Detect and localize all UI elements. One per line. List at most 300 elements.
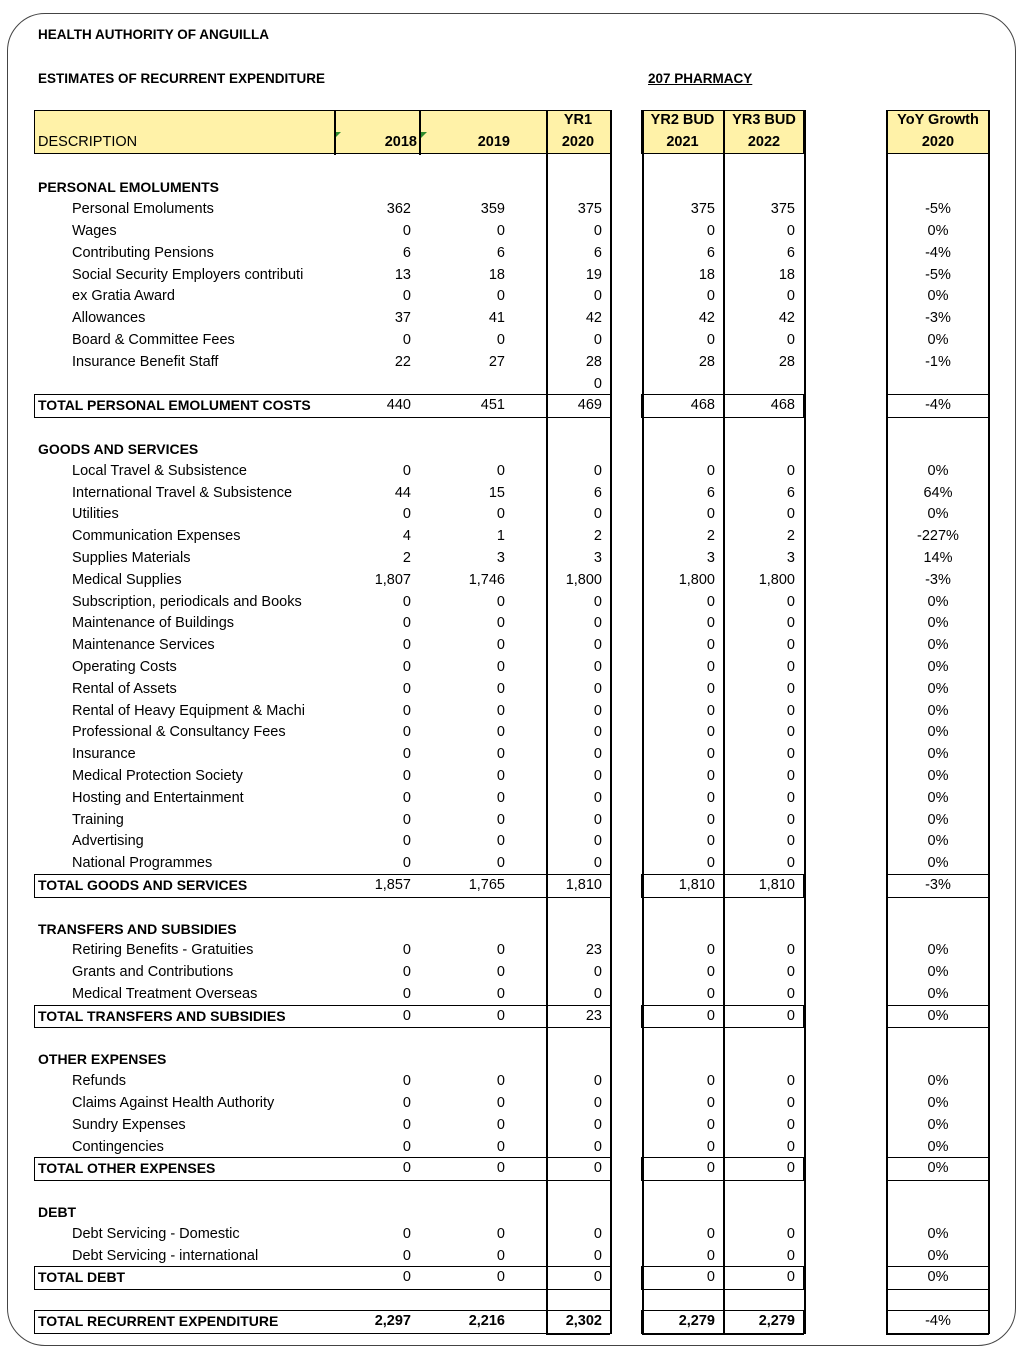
- value-cell: 0: [786, 593, 795, 610]
- line-item-label: Utilities: [72, 506, 119, 523]
- value-cell: 0%: [927, 746, 949, 763]
- value-cell: 0: [786, 767, 795, 784]
- value-cell: 6: [786, 484, 795, 501]
- value-cell: 0: [496, 964, 505, 981]
- value-cell: 0%: [927, 964, 949, 981]
- value-cell: 0: [786, 1007, 795, 1024]
- value-cell: 0: [496, 1094, 505, 1111]
- value-cell: 15: [488, 484, 505, 501]
- section-heading: GOODS AND SERVICES: [38, 440, 199, 457]
- value-cell: 0: [496, 615, 505, 632]
- value-cell: 0: [593, 1225, 602, 1242]
- value-cell: 0: [402, 637, 411, 654]
- value-cell: 0: [706, 593, 715, 610]
- total-row-box: [886, 1005, 989, 1029]
- value-cell: 0: [786, 462, 795, 479]
- value-cell: 14%: [923, 549, 953, 566]
- value-cell: 0: [496, 1247, 505, 1264]
- total-row-box: [34, 1310, 611, 1334]
- value-cell: 0: [496, 985, 505, 1002]
- value-cell: 0%: [927, 942, 949, 959]
- value-cell: 0: [706, 789, 715, 806]
- value-cell: 0: [593, 288, 602, 305]
- value-cell: 0: [706, 288, 715, 305]
- value-cell: 0: [786, 724, 795, 741]
- table-bottom-rule: [642, 1334, 804, 1336]
- total-label: TOTAL TRANSFERS AND SUBSIDIES: [38, 1007, 286, 1024]
- value-cell: [425, 374, 505, 396]
- column-rule: [804, 110, 806, 1334]
- value-cell: 0: [786, 637, 795, 654]
- value-cell: 18: [488, 266, 505, 283]
- value-cell: 0: [496, 506, 505, 523]
- value-cell: 0: [593, 375, 602, 392]
- section-heading: TRANSFERS AND SUBSIDIES: [38, 920, 237, 937]
- value-cell: 3: [786, 549, 795, 566]
- value-cell: 0%: [927, 1094, 949, 1111]
- value-cell: 440: [386, 397, 411, 414]
- value-cell: 3: [496, 549, 505, 566]
- value-cell: 0: [496, 1160, 505, 1177]
- line-item-label: Professional & Consultancy Fees: [72, 724, 286, 741]
- line-item-label: Sundry Expenses: [72, 1116, 186, 1133]
- value-cell: 6: [496, 244, 505, 261]
- line-item-label: ex Gratia Award: [72, 288, 175, 305]
- value-cell: 0: [706, 855, 715, 872]
- value-cell: 0: [496, 593, 505, 610]
- value-cell: 0: [706, 702, 715, 719]
- value-cell: 4: [402, 528, 411, 545]
- value-cell: 469: [577, 397, 602, 414]
- line-item-label: Personal Emoluments: [72, 201, 214, 218]
- value-cell: 0: [402, 658, 411, 675]
- value-cell: 37: [394, 310, 411, 327]
- value-cell: 0: [706, 1116, 715, 1133]
- value-cell: 0: [593, 615, 602, 632]
- value-cell: 22: [394, 353, 411, 370]
- value-cell: 0: [786, 746, 795, 763]
- value-cell: 19: [585, 266, 602, 283]
- value-cell: 375: [577, 201, 602, 218]
- value-cell: 359: [480, 201, 505, 218]
- col-2021: 2021: [666, 134, 699, 150]
- value-cell: 0: [706, 331, 715, 348]
- value-cell: 0: [786, 811, 795, 828]
- value-cell: 0: [402, 942, 411, 959]
- value-cell: 0: [402, 746, 411, 763]
- value-cell: 1,810: [758, 876, 795, 893]
- value-cell: 0: [496, 462, 505, 479]
- total-row-box: [34, 874, 611, 898]
- value-cell: 0: [593, 746, 602, 763]
- value-cell: 0: [593, 855, 602, 872]
- column-rule: [723, 110, 725, 1334]
- line-item-label: Training: [72, 811, 124, 828]
- value-cell: 6: [402, 244, 411, 261]
- value-cell: 0: [402, 811, 411, 828]
- value-cell: 0: [402, 506, 411, 523]
- line-item-label: Claims Against Health Authority: [72, 1094, 275, 1111]
- value-cell: 0: [593, 506, 602, 523]
- line-item-label: Contingencies: [72, 1138, 164, 1155]
- value-cell: 0: [706, 637, 715, 654]
- column-rule: [642, 110, 644, 1334]
- value-cell: 375: [770, 201, 795, 218]
- value-cell: [725, 374, 795, 396]
- value-cell: 0: [706, 615, 715, 632]
- line-item-label: Rental of Heavy Equipment & Machi: [72, 702, 305, 719]
- value-cell: 0: [402, 1269, 411, 1286]
- value-cell: 0: [786, 702, 795, 719]
- total-row-box: [34, 1005, 611, 1029]
- department-title: 207 PHARMACY: [648, 71, 753, 86]
- value-cell: 41: [488, 310, 505, 327]
- value-cell: 0: [706, 985, 715, 1002]
- value-cell: 0: [496, 767, 505, 784]
- value-cell: 0: [706, 1247, 715, 1264]
- col-2019: 2019: [477, 134, 510, 150]
- value-cell: 0: [402, 1116, 411, 1133]
- value-cell: 0: [706, 506, 715, 523]
- value-cell: 0%: [927, 1247, 949, 1264]
- total-label: TOTAL GOODS AND SERVICES: [38, 876, 248, 893]
- value-cell: 6: [706, 244, 715, 261]
- value-cell: 0: [786, 1116, 795, 1133]
- total-row-box: [886, 394, 989, 418]
- value-cell: 0: [786, 942, 795, 959]
- value-cell: 0: [786, 855, 795, 872]
- value-cell: 0: [786, 1160, 795, 1177]
- line-item-label: Grants and Contributions: [72, 964, 234, 981]
- value-cell: 0: [593, 637, 602, 654]
- value-cell: 0: [706, 222, 715, 239]
- value-cell: 3: [706, 549, 715, 566]
- value-cell: 0: [593, 702, 602, 719]
- value-cell: 0%: [927, 615, 949, 632]
- value-cell: 6: [593, 244, 602, 261]
- value-cell: -3%: [925, 571, 951, 588]
- value-cell: 0: [496, 855, 505, 872]
- value-cell: [341, 374, 411, 396]
- section-heading: PERSONAL EMOLUMENTS: [38, 179, 219, 196]
- value-cell: 0: [593, 833, 602, 850]
- value-cell: 1,800: [758, 571, 795, 588]
- value-cell: 0: [786, 331, 795, 348]
- value-cell: 1,807: [374, 571, 411, 588]
- line-item-label: Insurance: [72, 746, 136, 763]
- value-cell: 1,765: [468, 876, 505, 893]
- value-cell: 28: [778, 353, 795, 370]
- value-cell: 0: [496, 942, 505, 959]
- line-item-label: Medical Supplies: [72, 571, 182, 588]
- line-item-label: Allowances: [72, 310, 146, 327]
- value-cell: 0%: [927, 1269, 949, 1286]
- value-cell: 0: [706, 833, 715, 850]
- value-cell: 0: [496, 724, 505, 741]
- value-cell: 0: [706, 746, 715, 763]
- value-cell: 0: [593, 222, 602, 239]
- value-cell: 23: [585, 942, 602, 959]
- value-cell: 0: [593, 1247, 602, 1264]
- value-cell: 2: [706, 528, 715, 545]
- total-label: TOTAL PERSONAL EMOLUMENT COSTS: [38, 397, 311, 414]
- value-cell: 0: [786, 964, 795, 981]
- line-item-label: Retiring Benefits - Gratuities: [72, 942, 254, 959]
- value-cell: 0: [402, 1073, 411, 1090]
- value-cell: 0: [593, 1269, 602, 1286]
- value-cell: -3%: [925, 310, 951, 327]
- value-cell: 0: [593, 985, 602, 1002]
- value-cell: 27: [488, 353, 505, 370]
- value-cell: 0%: [927, 855, 949, 872]
- value-cell: -5%: [925, 201, 951, 218]
- value-cell: 0: [706, 1225, 715, 1242]
- value-cell: 0%: [927, 833, 949, 850]
- value-cell: 42: [698, 310, 715, 327]
- line-item-label: International Travel & Subsistence: [72, 484, 293, 501]
- value-cell: 64%: [923, 484, 953, 501]
- value-cell: 0: [786, 1247, 795, 1264]
- line-item-label: Advertising: [72, 833, 144, 850]
- line-item-label: Communication Expenses: [72, 528, 241, 545]
- value-cell: 1,746: [468, 571, 505, 588]
- line-item-label: Medical Protection Society: [72, 767, 243, 784]
- total-row-box: [34, 1266, 611, 1290]
- value-cell: 0: [402, 1094, 411, 1111]
- value-cell: -4%: [925, 1312, 951, 1329]
- col-2020: 2020: [561, 134, 595, 150]
- value-cell: 0%: [927, 288, 949, 305]
- value-cell: 0: [496, 658, 505, 675]
- value-cell: 0: [593, 1138, 602, 1155]
- value-cell: 42: [585, 310, 602, 327]
- value-cell: [887, 374, 989, 396]
- value-cell: 0: [496, 1269, 505, 1286]
- total-label: TOTAL RECURRENT EXPENDITURE: [38, 1312, 279, 1329]
- col-yoy: YoY Growth: [897, 112, 979, 128]
- value-cell: -1%: [925, 353, 951, 370]
- value-cell: 0: [402, 615, 411, 632]
- col-2022: 2022: [747, 134, 781, 150]
- value-cell: 0: [786, 506, 795, 523]
- value-cell: 0: [786, 833, 795, 850]
- value-cell: 0: [402, 724, 411, 741]
- line-item-label: Rental of Assets: [72, 680, 177, 697]
- value-cell: 0: [593, 680, 602, 697]
- value-cell: 0: [496, 1007, 505, 1024]
- value-cell: 0: [402, 462, 411, 479]
- value-cell: 0%: [927, 789, 949, 806]
- org-title: HEALTH AUTHORITY OF ANGUILLA: [38, 27, 269, 42]
- col-2018: 2018: [384, 134, 417, 150]
- value-cell: 0: [402, 331, 411, 348]
- value-cell: -4%: [925, 244, 951, 261]
- value-cell: 0: [593, 1160, 602, 1177]
- line-item-label: Medical Treatment Overseas: [72, 985, 258, 1002]
- line-item-label: Contributing Pensions: [72, 244, 214, 261]
- line-item-label: Social Security Employers contributi: [72, 266, 304, 283]
- total-row-box: [886, 874, 989, 898]
- report-title: ESTIMATES OF RECURRENT EXPENDITURE: [38, 71, 326, 86]
- value-cell: 0: [593, 331, 602, 348]
- value-cell: 2,279: [678, 1312, 715, 1329]
- value-cell: 2: [402, 549, 411, 566]
- value-cell: 0: [402, 964, 411, 981]
- value-cell: 0: [593, 767, 602, 784]
- line-item-label: Maintenance Services: [72, 637, 215, 654]
- value-cell: 0: [706, 1073, 715, 1090]
- value-cell: 0%: [927, 331, 949, 348]
- value-cell: 6: [786, 244, 795, 261]
- value-cell: 1,857: [374, 876, 411, 893]
- value-cell: 18: [698, 266, 715, 283]
- line-item-label: Maintenance of Buildings: [72, 615, 235, 632]
- line-item-label: Insurance Benefit Staff: [72, 353, 219, 370]
- value-cell: 0: [402, 288, 411, 305]
- value-cell: 0: [706, 680, 715, 697]
- line-item-label: Hosting and Entertainment: [72, 789, 244, 806]
- value-cell: 0: [402, 680, 411, 697]
- value-cell: 2,302: [565, 1312, 602, 1329]
- value-cell: 451: [480, 397, 505, 414]
- value-cell: 0%: [927, 1007, 949, 1024]
- value-cell: 0: [402, 222, 411, 239]
- value-cell: -4%: [925, 397, 951, 414]
- value-cell: 0: [786, 789, 795, 806]
- value-cell: 0: [706, 658, 715, 675]
- total-label: TOTAL OTHER EXPENSES: [38, 1160, 216, 1177]
- value-cell: 0: [402, 1225, 411, 1242]
- value-cell: 1,810: [678, 876, 715, 893]
- value-cell: 0: [786, 658, 795, 675]
- value-cell: 0: [593, 462, 602, 479]
- value-cell: 1: [496, 528, 505, 545]
- value-cell: 0: [402, 1007, 411, 1024]
- value-cell: 0%: [927, 1073, 949, 1090]
- value-cell: -5%: [925, 266, 951, 283]
- value-cell: 0: [786, 1138, 795, 1155]
- column-rule: [334, 110, 336, 155]
- value-cell: 0: [402, 789, 411, 806]
- value-cell: 2,216: [468, 1312, 505, 1329]
- value-cell: 2: [786, 528, 795, 545]
- value-cell: 0: [402, 767, 411, 784]
- value-cell: 18: [778, 266, 795, 283]
- value-cell: 0: [496, 288, 505, 305]
- value-cell: 0%: [927, 811, 949, 828]
- line-item-label: Subscription, periodicals and Books: [72, 593, 302, 610]
- total-row-box: [886, 1266, 989, 1290]
- col-yoy-year: 2020: [921, 134, 955, 150]
- value-cell: 0: [786, 985, 795, 1002]
- value-cell: 0%: [927, 506, 949, 523]
- value-cell: 0: [786, 615, 795, 632]
- value-cell: 0: [593, 811, 602, 828]
- value-cell: 0: [402, 855, 411, 872]
- total-row-box: [886, 1310, 989, 1334]
- value-cell: 0: [496, 331, 505, 348]
- value-cell: 0%: [927, 658, 949, 675]
- value-cell: 0: [496, 811, 505, 828]
- value-cell: 468: [690, 397, 715, 414]
- value-cell: 362: [386, 201, 411, 218]
- value-cell: 0%: [927, 1116, 949, 1133]
- value-cell: 0: [706, 724, 715, 741]
- value-cell: 3: [593, 549, 602, 566]
- value-cell: 0%: [927, 593, 949, 610]
- value-cell: 44: [394, 484, 411, 501]
- value-cell: 0%: [927, 222, 949, 239]
- value-cell: 0%: [927, 767, 949, 784]
- value-cell: 0: [706, 964, 715, 981]
- value-cell: 42: [778, 310, 795, 327]
- section-heading: DEBT: [38, 1203, 77, 1220]
- value-cell: 0: [593, 593, 602, 610]
- value-cell: 0: [593, 1116, 602, 1133]
- value-cell: 0: [496, 1073, 505, 1090]
- value-cell: 6: [706, 484, 715, 501]
- value-cell: 0: [786, 1225, 795, 1242]
- value-cell: 0: [593, 724, 602, 741]
- value-cell: 0%: [927, 1225, 949, 1242]
- line-item-label: Board & Committee Fees: [72, 331, 235, 348]
- line-item-label: Wages: [72, 222, 117, 239]
- value-cell: 2: [593, 528, 602, 545]
- value-cell: 23: [585, 1007, 602, 1024]
- total-row-box: [34, 1157, 611, 1181]
- value-cell: [645, 374, 715, 396]
- line-item-label: Operating Costs: [72, 658, 177, 675]
- value-cell: 0: [706, 462, 715, 479]
- value-cell: 0: [706, 1160, 715, 1177]
- total-label: TOTAL DEBT: [38, 1269, 126, 1286]
- value-cell: 0: [402, 833, 411, 850]
- value-cell: 0: [706, 811, 715, 828]
- value-cell: 0: [402, 593, 411, 610]
- line-item-label: Debt Servicing - Domestic: [72, 1225, 240, 1242]
- value-cell: 0: [496, 222, 505, 239]
- column-rule: [988, 110, 990, 1334]
- value-cell: 0: [786, 1094, 795, 1111]
- value-cell: 375: [690, 201, 715, 218]
- value-cell: 0: [496, 789, 505, 806]
- value-cell: 0: [496, 637, 505, 654]
- value-cell: 0: [786, 1073, 795, 1090]
- total-row-box: [886, 1157, 989, 1181]
- value-cell: 0: [706, 1007, 715, 1024]
- value-cell: 0: [786, 1269, 795, 1286]
- value-cell: 28: [585, 353, 602, 370]
- table-bottom-rule: [546, 1334, 610, 1336]
- value-cell: 0: [496, 702, 505, 719]
- value-cell: 0: [706, 1138, 715, 1155]
- value-cell: 0: [593, 1073, 602, 1090]
- value-cell: 0%: [927, 1160, 949, 1177]
- value-cell: 468: [770, 397, 795, 414]
- value-cell: 13: [394, 266, 411, 283]
- line-item-label: Debt Servicing - international: [72, 1247, 259, 1264]
- col-yr2: YR2 BUD: [650, 112, 715, 128]
- value-cell: 0: [402, 1160, 411, 1177]
- value-cell: 0%: [927, 985, 949, 1002]
- line-item-label: Supplies Materials: [72, 549, 191, 566]
- value-cell: 0: [706, 942, 715, 959]
- column-rule: [886, 110, 888, 1334]
- value-cell: 0: [786, 288, 795, 305]
- value-cell: 0%: [927, 637, 949, 654]
- value-cell: 0: [593, 789, 602, 806]
- value-cell: 0%: [927, 680, 949, 697]
